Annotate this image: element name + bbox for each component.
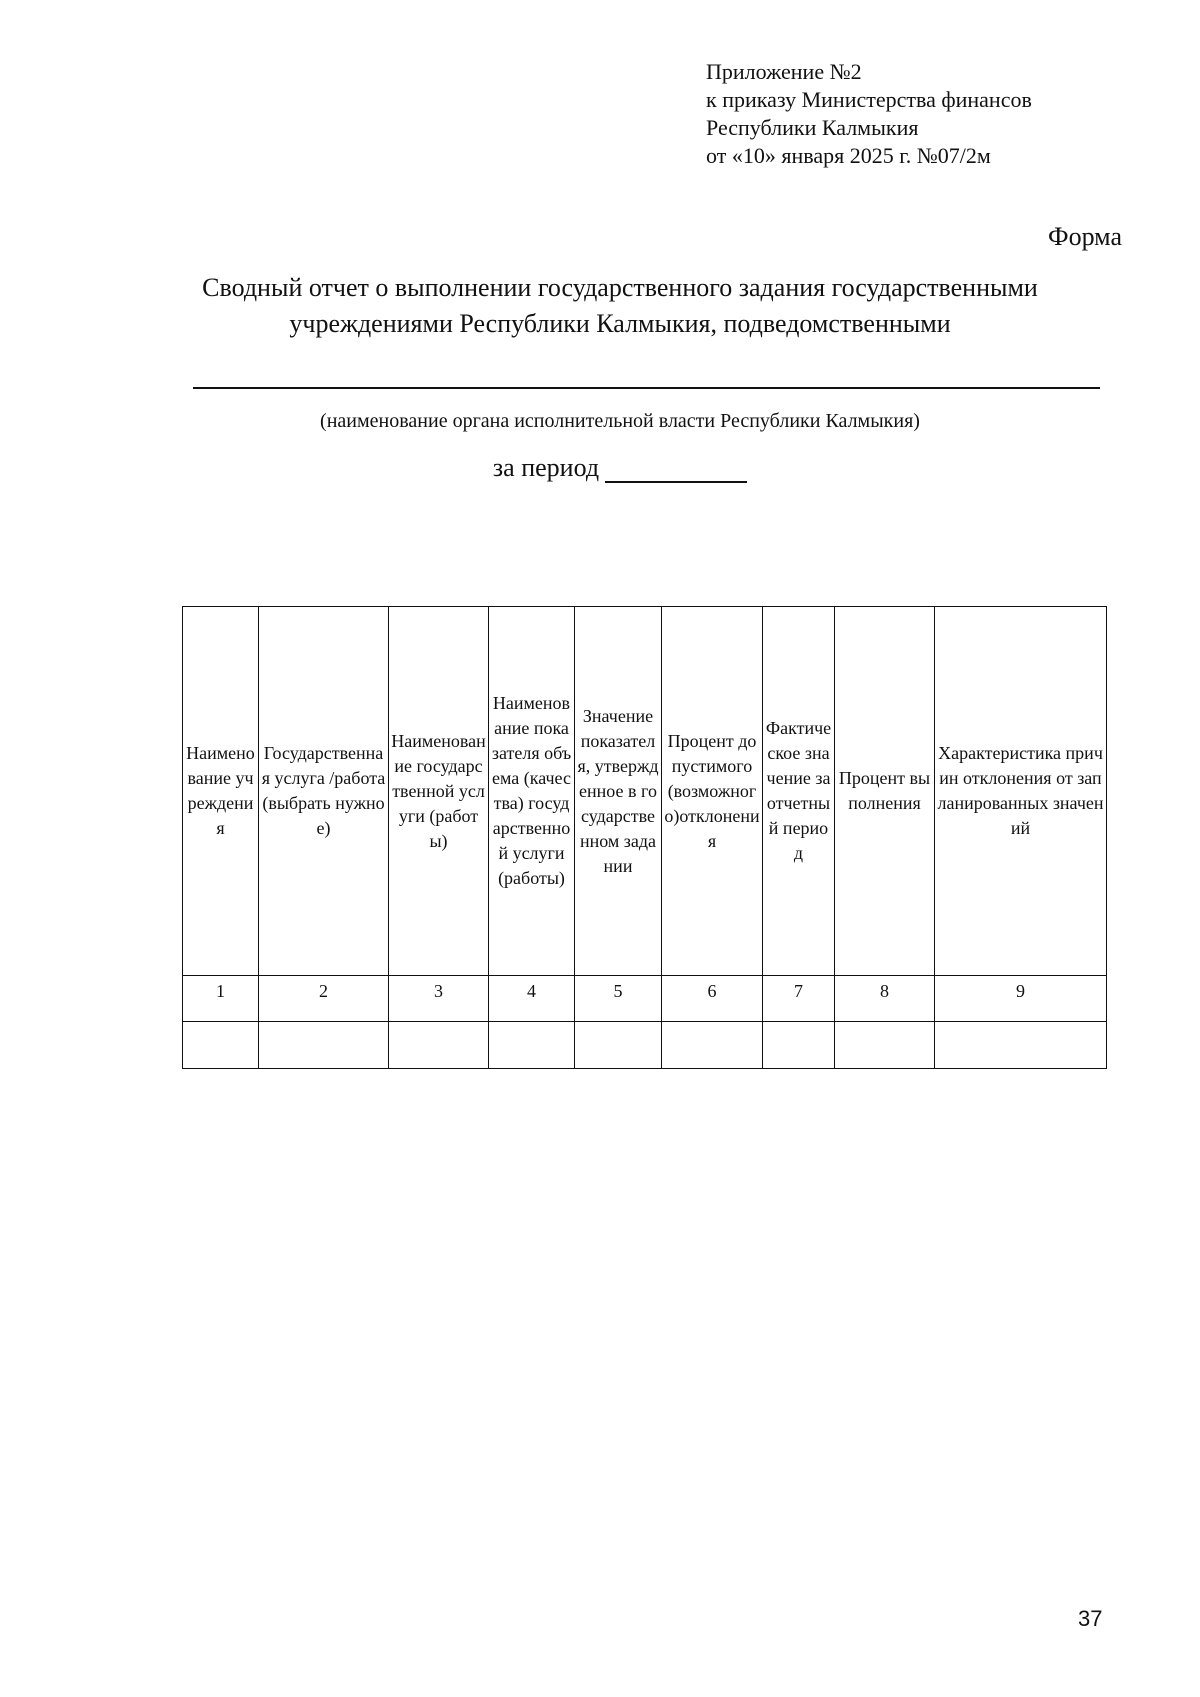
table-row [183,1022,1107,1069]
document-title [150,270,1090,342]
header-cell: Процент выполнения [835,607,935,976]
header-cell: Наименование государственной услуги (работы) [389,607,489,976]
table-cell [935,1022,1107,1069]
table-header-row [183,607,1107,976]
column-number: 9 [935,976,1107,1022]
column-number: 2 [259,976,389,1022]
period-label: за период [492,453,600,482]
report-table [182,606,1107,1069]
table-cell [489,1022,575,1069]
org-name-caption: (наименование органа исполнительной власти Республики Калмыкия) [320,410,920,432]
header-cell: Государственная услуга /работа (выбрать нужное) [259,607,389,976]
column-number-row [183,976,1107,1022]
column-number: 5 [575,976,662,1022]
form-label: Форма [1048,222,1122,251]
appendix-line-2: к приказу Министерства финансов [706,87,1032,112]
header-cell: Характеристика причин отклонения от запланированных значений [935,607,1107,976]
appendix-block [706,58,1032,170]
table-cell [259,1022,389,1069]
header-cell: Значение показателя, утвержденное в государственном задании [575,607,662,976]
title-line-1: Сводный отчет о выполнении государственного задания государственными [202,273,1038,302]
column-number: 1 [183,976,259,1022]
table-cell [389,1022,489,1069]
header-cell: Фактическое значение за отчетный период [763,607,835,976]
column-number: 6 [662,976,763,1022]
appendix-line-4: от «10» января 2025 г. №07/2м [706,143,991,168]
header-cell: Наименование учреждения [183,607,259,976]
column-number: 7 [763,976,835,1022]
column-number: 8 [835,976,935,1022]
appendix-line-1: Приложение №2 [706,59,862,84]
table-cell [575,1022,662,1069]
period-line [150,453,1090,483]
table-cell [763,1022,835,1069]
page-number: 37 [1078,1606,1103,1631]
org-name-blank-line [193,387,1100,389]
table-cell [183,1022,259,1069]
table-cell [662,1022,763,1069]
table-cell [835,1022,935,1069]
column-number: 3 [389,976,489,1022]
column-number: 4 [489,976,575,1022]
appendix-line-3: Республики Калмыкия [706,115,919,140]
period-blank [605,455,747,483]
title-line-2: учреждениями Республики Калмыкия, подведомственными [289,309,951,338]
header-cell: Процент допустимого (возможного)отклонения [662,607,763,976]
header-cell: Наименование показателя объема (качества) государственной услуги (работы) [489,607,575,976]
